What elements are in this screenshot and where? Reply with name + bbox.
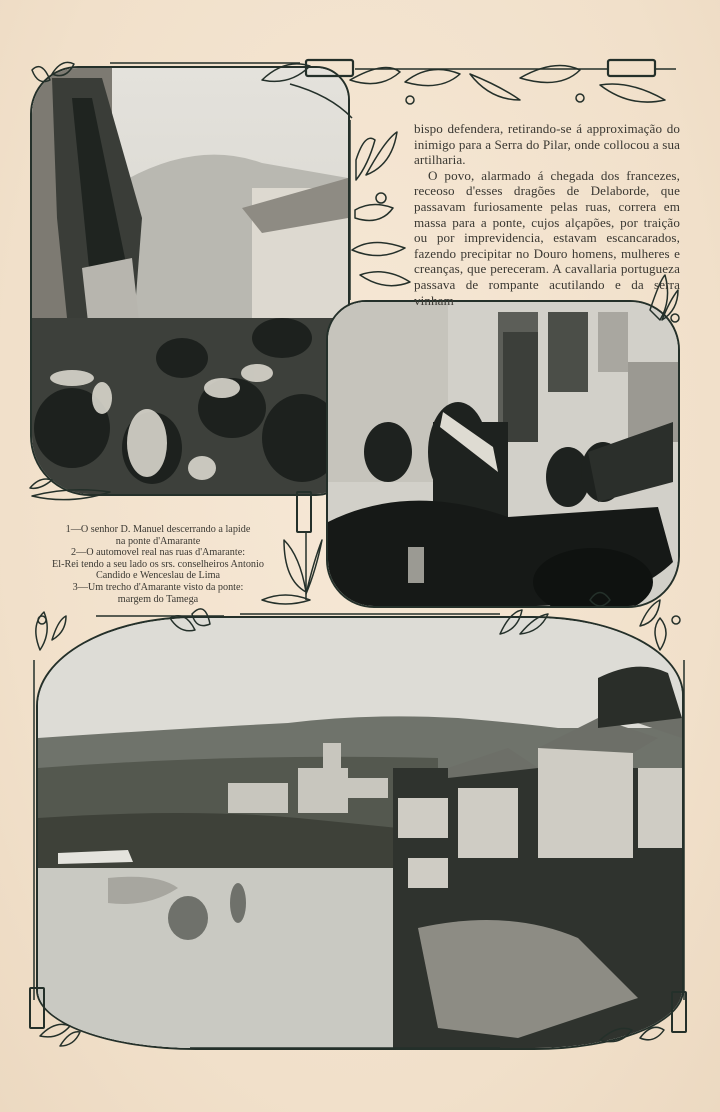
caption-line: na ponte d'Amarante [115, 535, 201, 547]
photo-caption [24, 524, 292, 605]
caption-line: 3—Um trecho d'Amarante visto da ponte: [72, 581, 244, 593]
article-text [414, 121, 680, 308]
caption-line: El-Rei tendo a seu lado os srs. conselheiros Antonio [52, 558, 264, 570]
caption-line: 1—O senhor D. Manuel descerrando a lapide [65, 524, 251, 535]
photo-amarante-tamega [36, 616, 684, 1050]
article-paragraph: bispo defendera, retirando-se á approximação do inimigo para a Serra do Pilar, onde collocou a sua artilharia. [414, 121, 680, 168]
photo-royal-automobile [326, 300, 680, 608]
caption-line: 2—O automovel real nas ruas d'Amarante: [70, 547, 246, 559]
article-paragraph: O povo, alarmado á chegada dos francezes, receoso d'esses dragões de Delaborde, que passavam furiosamente pelas ruas, correra em massa para a ponte, cujos alçapões, por traição ou por imprevidencia, estavam escancarados, fazendo precipitar no Douro homens, mulheres e creanças, que pereceram. A cavallaria portugueza passava de rompante acutilando e da serra vinham [414, 167, 680, 308]
caption-line: margem do Tamega [117, 593, 199, 605]
photo-plaque-unveiling [30, 66, 350, 496]
caption-line: Candido e Wenceslau de Lima [95, 570, 221, 582]
